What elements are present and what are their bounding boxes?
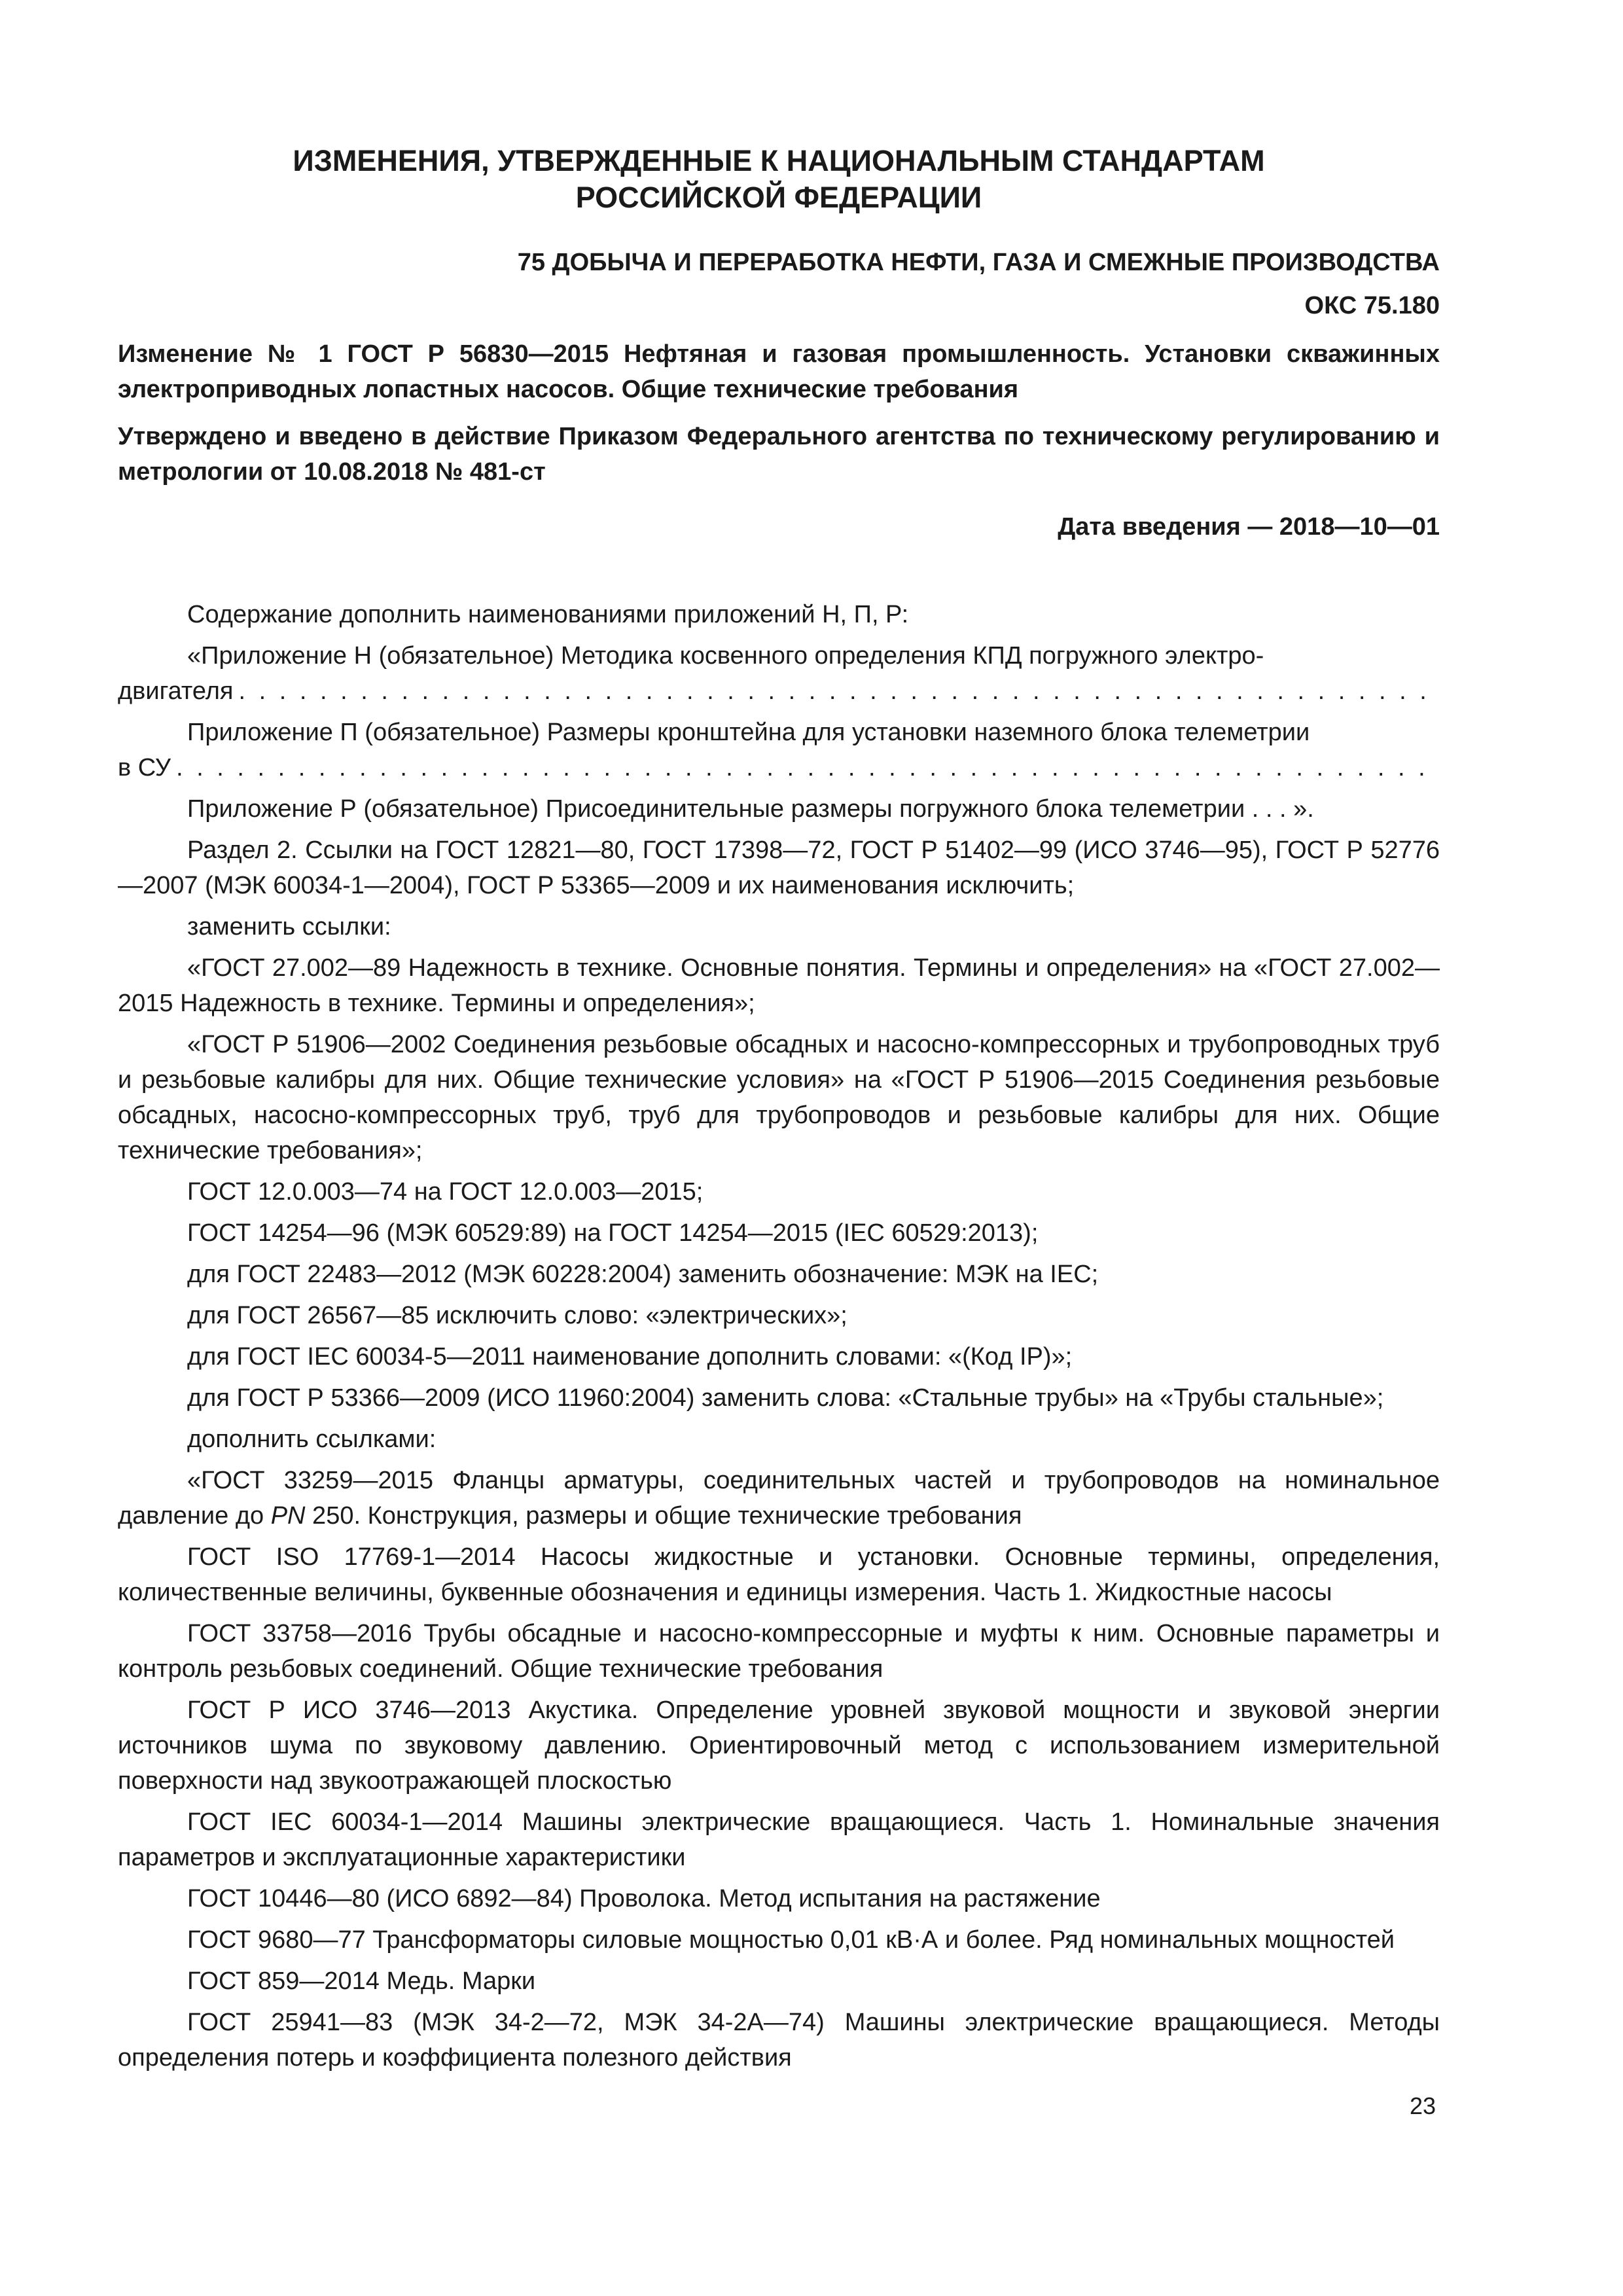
paragraph: ГОСТ 10446—80 (ИСО 6892—84) Проволока. Метод испытания на растяжение <box>187 1885 1101 1912</box>
text-part: 250. Конструкция, размеры и общие технические требования <box>305 1502 1022 1530</box>
dot-leader <box>239 673 1440 709</box>
page-content <box>118 143 1440 2081</box>
section-heading: 75 ДОБЫЧА И ПЕРЕРАБОТКА НЕФТИ, ГАЗА И СМЕЖНЫЕ ПРОИЗВОДСТВА <box>517 249 1440 276</box>
paragraph: ГОСТ 12.0.003—74 на ГОСТ 12.0.003—2015; <box>187 1178 704 1206</box>
toc-leader-line <box>118 673 1440 709</box>
paragraph: заменить ссылки: <box>187 913 391 941</box>
paragraph: «ГОСТ 27.002—89 Надежность в технике. Основные понятия. Термины и определения» на «ГОСТ 27.002—2015 Надежность в технике. Термины и определения»; <box>118 954 1440 1017</box>
paragraph: для ГОСТ Р 53366—2009 (ИСО 11960:2004) заменить слова: «Стальные трубы» на «Трубы стальные»; <box>187 1384 1384 1412</box>
paragraph: Раздел 2. Ссылки на ГОСТ 12821—80, ГОСТ 17398—72, ГОСТ Р 51402—99 (ИСО 3746—95), ГОСТ Р 52776—2007 (МЭК 60034-1—2004), ГОСТ Р 53365—2009 и их наименования исключить; <box>118 836 1440 899</box>
paragraph: Содержание дополнить наименованиями приложений Н, П, Р: <box>187 601 909 628</box>
change-title: Изменение № 1 ГОСТ Р 56830—2015 Нефтяная и газовая промышленность. Установки скважинных электроприводных лопастных насосов. Общие технические требования <box>118 340 1440 403</box>
toc-entry-end: двигателя <box>118 677 234 705</box>
effective-date: Дата введения — 2018—10—01 <box>1058 513 1440 541</box>
paragraph: ГОСТ 14254—96 (МЭК 60529:89) на ГОСТ 14254—2015 (IEC 60529:2013); <box>187 1219 1039 1247</box>
paragraph <box>118 1463 1440 1534</box>
toc-entry-end: в СУ <box>118 754 171 781</box>
paragraph: «ГОСТ Р 51906—2002 Соединения резьбовые обсадных и насосно-компрессорных и трубопроводных труб и резьбовые калибры для них. Общие технические условия» на «ГОСТ Р 51906—2015 Соединения резьбовые обсадных, насосно-компрессорных труб, труб для трубопроводов и резьбовые калибры для них. Общие технические требования»; <box>118 1031 1440 1164</box>
paragraph: ГОСТ IEC 60034-1—2014 Машины электрические вращающиеся. Часть 1. Номинальные значения параметров и эксплуатационные характеристики <box>118 1808 1440 1871</box>
toc-leader-line <box>118 750 1440 785</box>
paragraph: для ГОСТ 26567—85 исключить слово: «электрических»; <box>187 1302 847 1329</box>
paragraph: для ГОСТ 22483—2012 (МЭК 60228:2004) заменить обозначение: МЭК на IEC; <box>187 1261 1099 1288</box>
paragraph: ГОСТ 859—2014 Медь. Марки <box>187 1967 536 1995</box>
pn-symbol: PN <box>270 1502 306 1530</box>
document-title <box>118 143 1440 216</box>
paragraph: ГОСТ ISO 17769-1—2014 Насосы жидкостные и установки. Основные термины, определения, количественные величины, буквенные обозначения и единицы измерения. Часть 1. Жидкостные насосы <box>118 1543 1440 1606</box>
paragraph: ГОСТ 9680—77 Трансформаторы силовые мощностью 0,01 кВ·А и более. Ряд номинальных мощностей <box>187 1926 1395 1954</box>
title-line-2: РОССИЙСКОЙ ФЕДЕРАЦИИ <box>575 181 982 214</box>
toc-entry-appendix-p: Приложение П (обязательное) Размеры кронштейна для установки наземного блока телеметрии <box>187 719 1310 746</box>
oks-code: ОКС 75.180 <box>1304 292 1440 319</box>
paragraph: ГОСТ Р ИСО 3746—2013 Акустика. Определение уровней звуковой мощности и звуковой энергии источников шума по звуковому давлению. Ориентировочный метод с использованием измерительной поверхности над звукоотражающей плоскостью <box>118 1696 1440 1795</box>
toc-entry-appendix-r: Приложение Р (обязательное) Присоединительные размеры погружного блока телеметрии . . . ». <box>187 795 1314 823</box>
text-part: «ГОСТ 33259—2015 Фланцы арматуры, соединительных частей и трубопроводов на номинальное давление до <box>118 1467 1440 1530</box>
title-line-1: ИЗМЕНЕНИЯ, УТВЕРЖДЕННЫЕ К НАЦИОНАЛЬНЫМ СТАНДАРТАМ <box>293 144 1265 177</box>
approval-statement: Утверждено и введено в действие Приказом Федерального агентства по техническому регулированию и метрологии от 10.08.2018 № 481-ст <box>118 423 1440 486</box>
paragraph: дополнить ссылками: <box>187 1426 437 1453</box>
page-number: 23 <box>1409 2092 1436 2119</box>
amendment-body <box>118 597 1440 2075</box>
toc-entry-appendix-n: «Приложение Н (обязательное) Методика косвенного определения КПД погружного электро- <box>187 642 1264 670</box>
paragraph: ГОСТ 33758—2016 Трубы обсадные и насосно-компрессорные и муфты к ним. Основные параметры и контроль резьбовых соединений. Общие технические требования <box>118 1620 1440 1683</box>
paragraph: для ГОСТ IEC 60034-5—2011 наименование дополнить словами: «(Код IP)»; <box>187 1343 1073 1371</box>
dot-leader <box>176 750 1440 785</box>
paragraph: ГОСТ 25941—83 (МЭК 34-2—72, МЭК 34-2А—74) Машины электрические вращающиеся. Методы определения потерь и коэффициента полезного действия <box>118 2009 1440 2072</box>
